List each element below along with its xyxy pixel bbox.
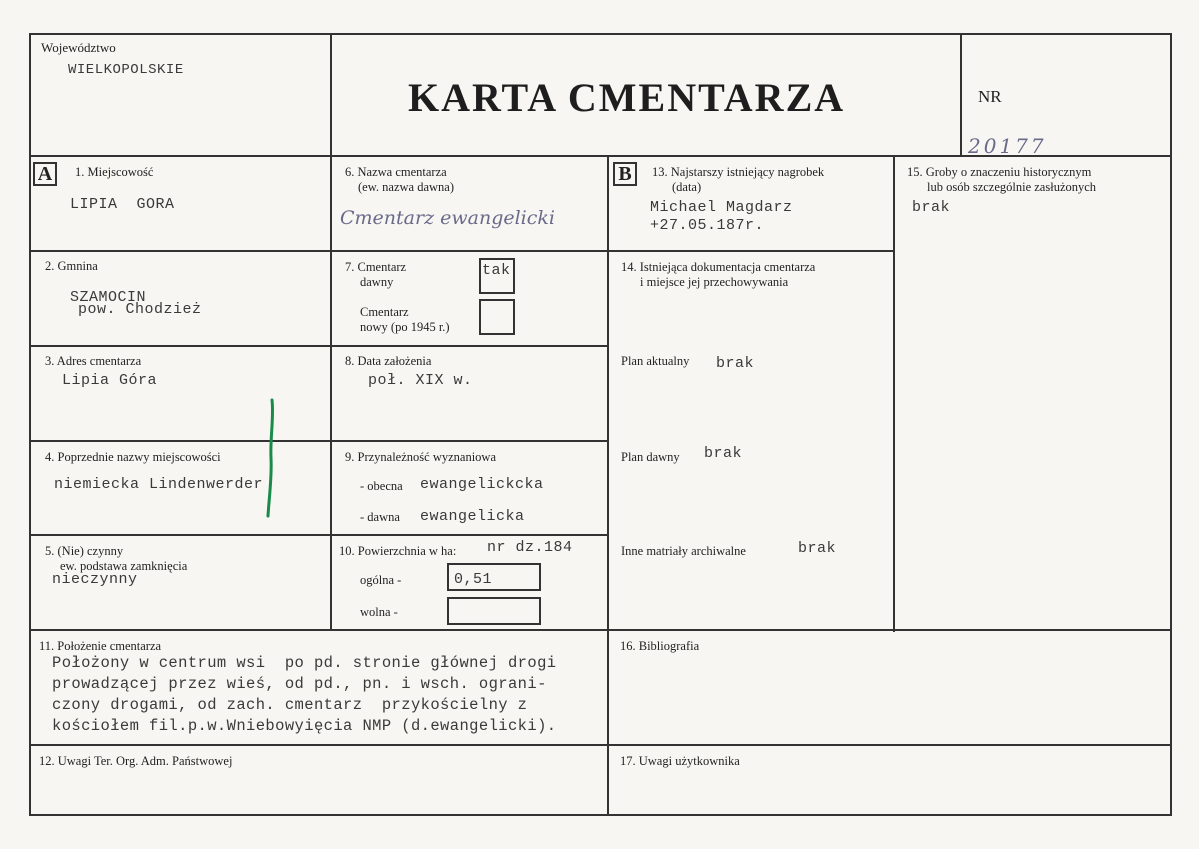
divider bbox=[893, 155, 895, 632]
plan-aktualny-value: brak bbox=[716, 355, 755, 372]
field-11-line-4: kościołem fil.p.w.Wniebowyięcia NMP (d.ewangelicki). bbox=[52, 717, 557, 735]
border-left bbox=[29, 33, 31, 816]
field-1-label: 1. Miejscowość bbox=[75, 165, 154, 179]
divider bbox=[29, 629, 1172, 631]
inne-label: Inne matriały archiwalne bbox=[621, 544, 746, 558]
border-bottom bbox=[29, 814, 1172, 816]
obecna-label: - obecna bbox=[360, 479, 403, 493]
plan-aktualny-label: Plan aktualny bbox=[621, 354, 690, 368]
field-11-label: 11. Położenie cmentarza bbox=[39, 639, 162, 653]
field-8-value: poł. XIX w. bbox=[368, 372, 473, 389]
field-3-value: Lipia Góra bbox=[62, 372, 158, 389]
border-right bbox=[1170, 33, 1172, 816]
plan-dawny-label: Plan dawny bbox=[621, 450, 680, 464]
plan-dawny-value: brak bbox=[704, 445, 743, 462]
field-2-label: 2. Gmnina bbox=[45, 259, 98, 273]
nr-value: 20177 bbox=[968, 134, 1047, 158]
green-pen-mark bbox=[260, 398, 280, 520]
wolna-box[interactable] bbox=[447, 597, 541, 625]
field-2-value-gmina: SZAMOCIN bbox=[70, 289, 147, 306]
wolna-label: wolna - bbox=[360, 605, 398, 619]
section-a-marker: A bbox=[33, 162, 57, 186]
divider bbox=[607, 155, 609, 816]
field-13-label: 13. Najstarszy istniejący nagrobek bbox=[652, 165, 825, 179]
field-15-label-sub: lub osób szczególnie zasłużonych bbox=[927, 180, 1097, 194]
field-4-value: niemiecka Lindenwerder bbox=[54, 476, 264, 493]
page-title: KARTA CMENTARZA bbox=[408, 75, 846, 120]
divider bbox=[29, 744, 1172, 746]
field-14-label: 14. Istniejąca dokumentacja cmentarza bbox=[621, 260, 816, 274]
field-6-label: 6. Nazwa cmentarza bbox=[345, 165, 447, 179]
field-6-value: Cmentarz ewangelicki bbox=[340, 207, 555, 229]
field-8-label: 8. Data założenia bbox=[345, 354, 432, 368]
field-2-value-powiat: pow. Chodzież bbox=[78, 301, 202, 318]
nr-label: NR bbox=[978, 87, 1002, 106]
dawna-value: ewangelicka bbox=[420, 508, 525, 525]
field-10-label: 10. Powierzchnia w ha: bbox=[339, 544, 457, 558]
field-11-line-3: czony drogami, od zach. cmentarz przykościelny z bbox=[52, 696, 528, 714]
field-5-label-sub: ew. podstawa zamknięcia bbox=[60, 559, 188, 573]
divider bbox=[29, 534, 609, 536]
field-12-label: 12. Uwagi Ter. Org. Adm. Państwowej bbox=[39, 754, 233, 768]
field-6-label-sub: (ew. nazwa dawna) bbox=[358, 180, 455, 194]
field-5-value: nieczynny bbox=[52, 571, 138, 588]
divider bbox=[29, 440, 609, 442]
field-15-value: brak bbox=[912, 199, 951, 216]
field-17-label: 17. Uwagi użytkownika bbox=[620, 754, 740, 768]
field-3-label: 3. Adres cmentarza bbox=[45, 354, 142, 368]
field-5-label: 5. (Nie) czynny bbox=[45, 544, 124, 558]
field-7-label: 7. Cmentarz bbox=[345, 260, 407, 274]
nowy-checkbox[interactable] bbox=[479, 299, 515, 335]
field-7-nowy-label: Cmentarz bbox=[360, 305, 409, 319]
divider bbox=[960, 33, 962, 157]
field-11-line-1: Położony w centrum wsi po pd. stronie głównej drogi bbox=[52, 654, 557, 672]
wojewodztwo-label: Województwo bbox=[41, 40, 116, 55]
ogolna-value: 0,51 bbox=[454, 571, 493, 588]
field-13-value-name: Michael Magdarz bbox=[650, 199, 793, 216]
dawny-value: tak bbox=[482, 262, 511, 279]
divider bbox=[330, 33, 332, 630]
inne-value: brak bbox=[798, 540, 837, 557]
field-7-dawny-label: dawny bbox=[360, 275, 394, 289]
field-11-line-2: prowadzącej przez wieś, od pd., pn. i wsch. ograni- bbox=[52, 675, 547, 693]
divider bbox=[29, 250, 893, 252]
section-b-marker: B bbox=[613, 162, 637, 186]
field-13-label-sub: (data) bbox=[672, 180, 702, 194]
ogolna-label: ogólna - bbox=[360, 573, 402, 587]
border-top bbox=[29, 33, 1172, 35]
field-10-parcel: nr dz.184 bbox=[487, 539, 573, 556]
field-15-label: 15. Groby o znaczeniu historycznym bbox=[907, 165, 1092, 179]
field-14-label-sub: i miejsce jej przechowywania bbox=[640, 275, 789, 289]
field-9-label: 9. Przynależność wyznaniowa bbox=[345, 450, 496, 464]
wojewodztwo-value: WIELKOPOLSKIE bbox=[68, 62, 184, 78]
field-16-label: 16. Bibliografia bbox=[620, 639, 700, 653]
field-13-value-date: +27.05.187r. bbox=[650, 217, 765, 234]
dawna-label: - dawna bbox=[360, 510, 400, 524]
obecna-value: ewangelickcka bbox=[420, 476, 544, 493]
field-7-nowy-label-sub: nowy (po 1945 r.) bbox=[360, 320, 450, 334]
divider bbox=[29, 345, 609, 347]
field-4-label: 4. Poprzednie nazwy miejscowości bbox=[45, 450, 221, 464]
field-1-value: LIPIA GORA bbox=[70, 196, 175, 213]
